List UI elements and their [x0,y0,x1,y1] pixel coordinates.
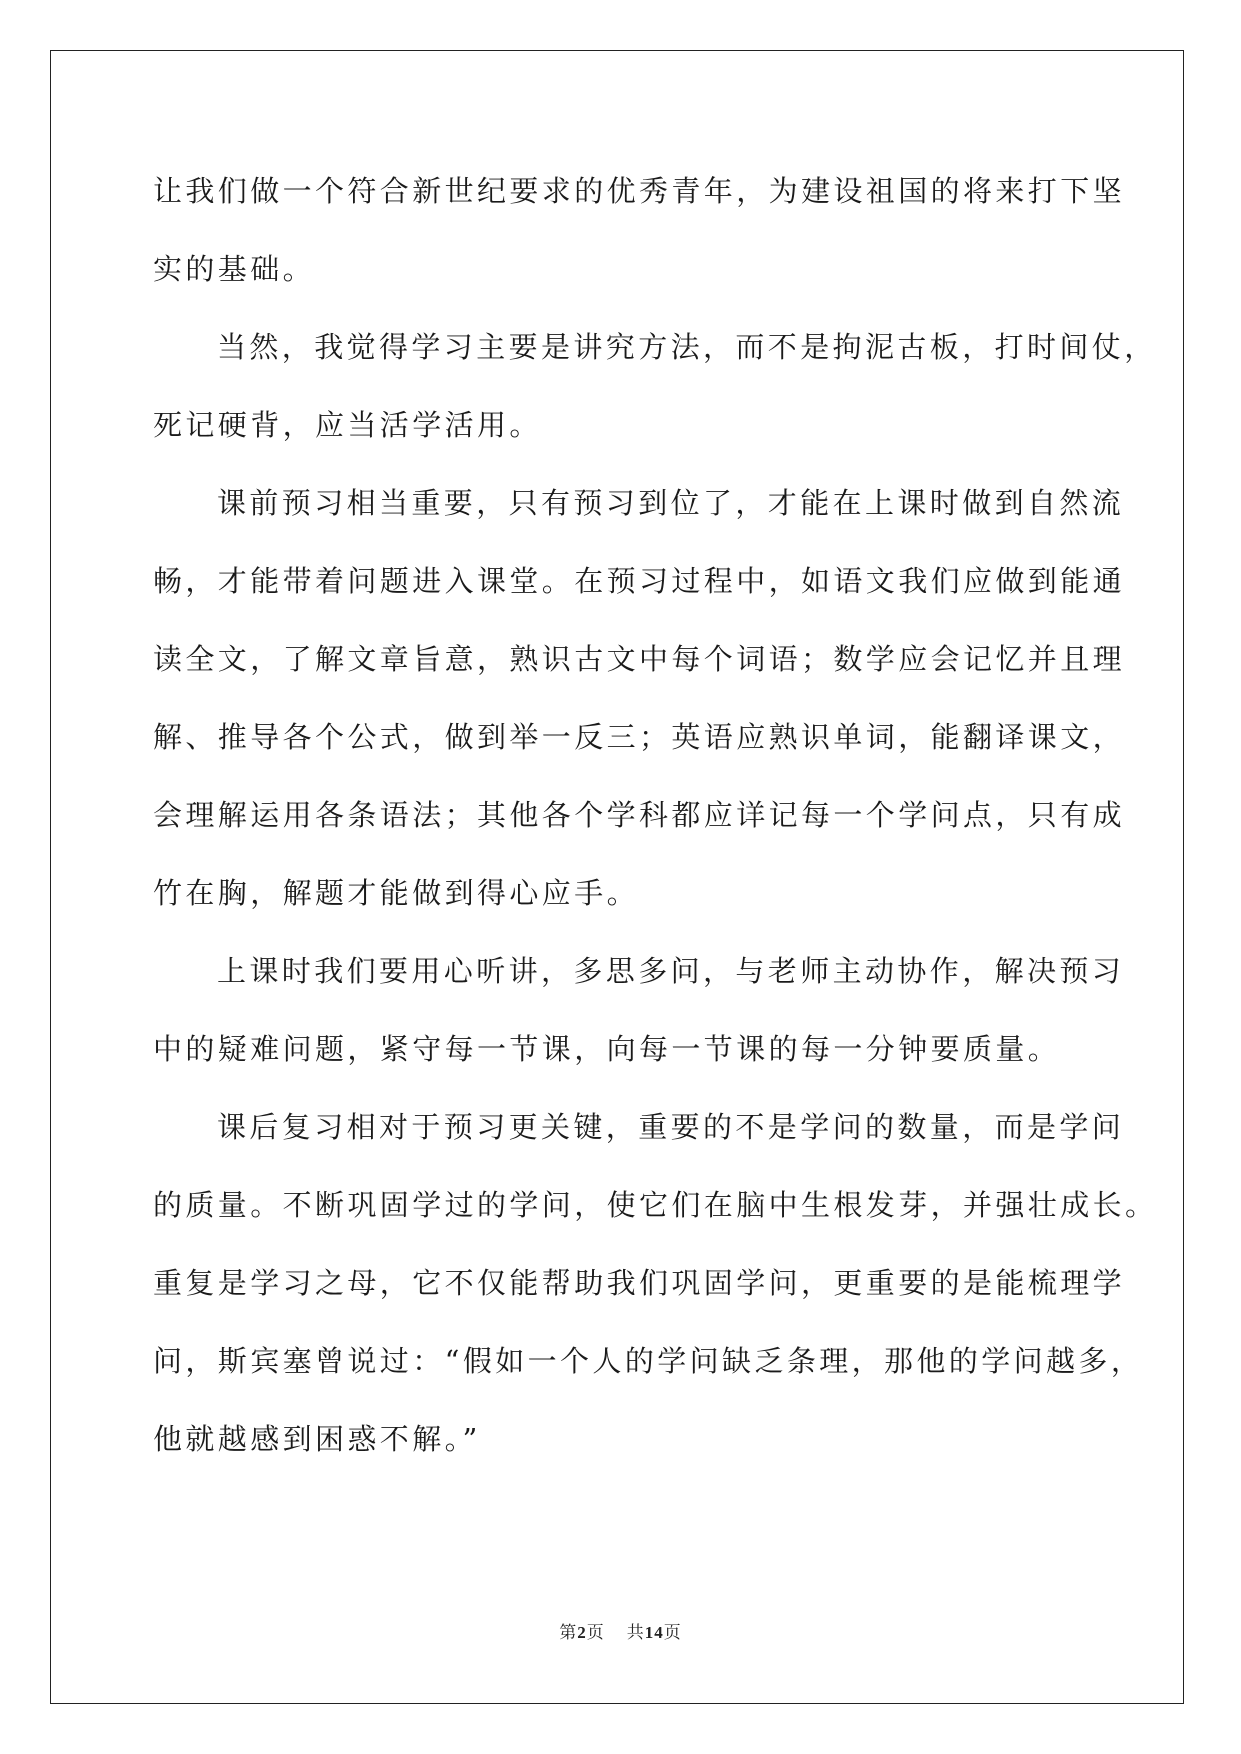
current-page-number: 2 [577,1623,587,1642]
paragraph-start-line: 课后复习相对于预习更关键，重要的不是学问的数量，而是学问 [217,1110,1125,1144]
text-line: 的质量。不断巩固学过的学问，使它们在脑中生根发芽，并强壮成长。 [153,1188,1158,1222]
text-line: 读全文，了解文章旨意，熟识古文中每个词语；数学应会记忆并且理 [153,642,1126,676]
text-line: 畅，才能带着问题进入课堂。在预习过程中，如语文我们应做到能通 [153,564,1126,598]
text-line: 竹在胸，解题才能做到得心应手。 [153,876,640,910]
text-line: 解、推导各个公式，做到举一反三；英语应熟识单词，能翻译课文， [153,720,1126,754]
page-footer [0,1618,1241,1643]
paragraph-start-line: 当然，我觉得学习主要是讲究方法，而不是拘泥古板，打时间仗， [217,330,1157,364]
text-line: 问，斯宾塞曾说过：“假如一个人的学问缺乏条理，那他的学问越多， [153,1344,1144,1378]
total-page-count: 14 [644,1623,664,1642]
document-body [153,152,1158,1478]
page-number-prefix: 第 [559,1623,578,1642]
text-line: 他就越感到困惑不解。” [153,1422,481,1456]
text-line: 死记硬背，应当活学活用。 [153,408,542,442]
total-pages-prefix: 共 [626,1623,645,1642]
text-line: 让我们做一个符合新世纪要求的优秀青年，为建设祖国的将来打下坚 [153,174,1126,208]
text-line: 重复是学习之母，它不仅能帮助我们巩固学问，更重要的是能梳理学 [153,1266,1126,1300]
total-pages-suffix: 页 [663,1623,682,1642]
paragraph-start-line: 上课时我们要用心听讲，多思多问，与老师主动协作，解决预习 [217,954,1125,988]
paragraph-start-line: 课前预习相当重要，只有预习到位了，才能在上课时做到自然流 [217,486,1125,520]
page-number-suffix: 页 [586,1623,605,1642]
text-line: 实的基础。 [153,252,316,286]
text-line: 会理解运用各条语法；其他各个学科都应详记每一个学问点，只有成 [153,798,1126,832]
text-line: 中的疑难问题，紧守每一节课，向每一节课的每一分钟要质量。 [153,1032,1061,1066]
